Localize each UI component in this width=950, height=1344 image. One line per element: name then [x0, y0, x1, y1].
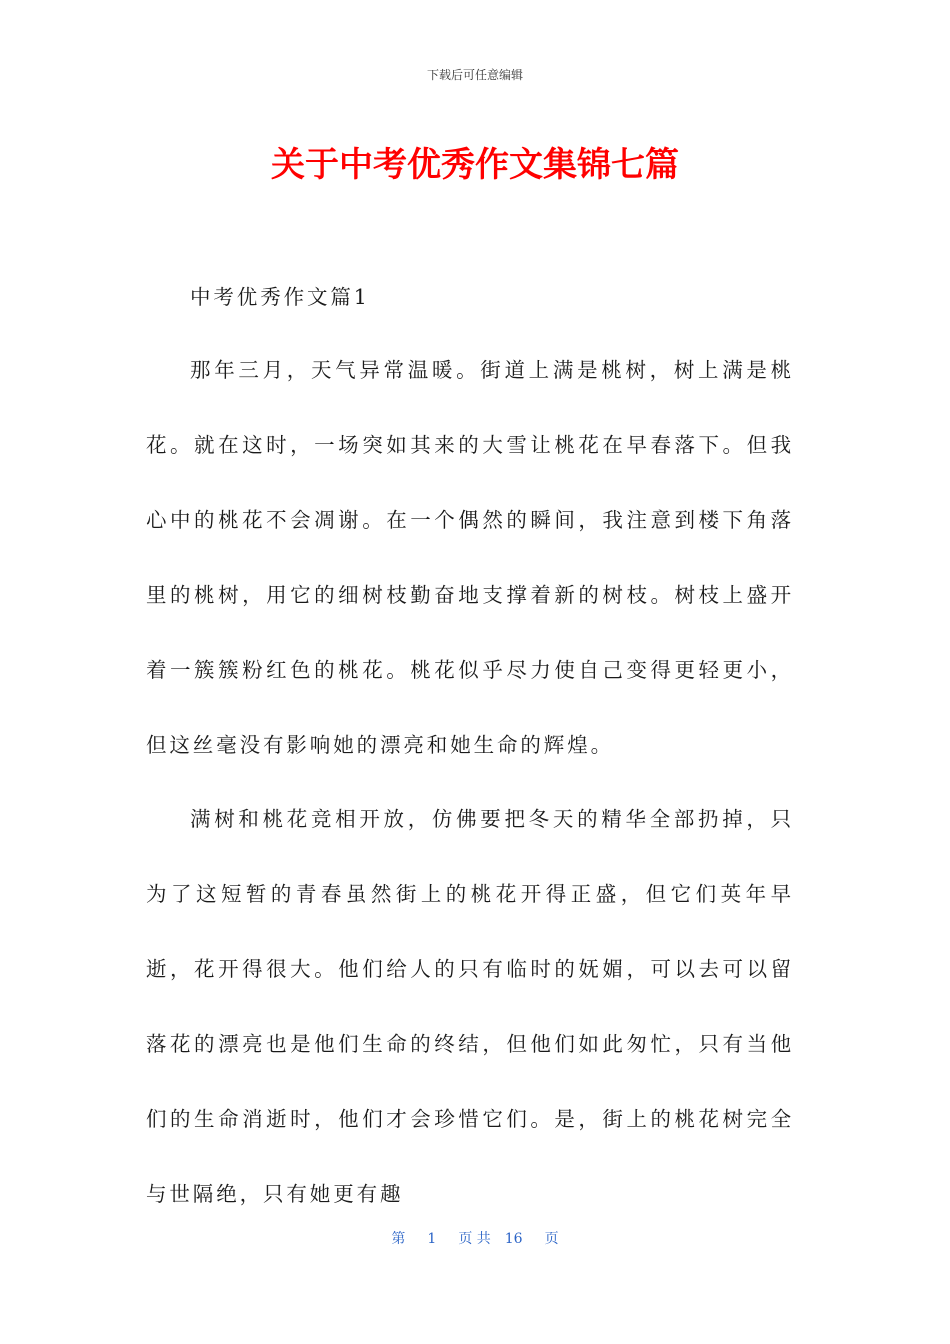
- paragraph-1: 那年三月，天气异常温暖。街道上满是桃树，树上满是桃花。就在这时，一场突如其来的大雪让桃花在早春落下。但我心中的桃花不会凋谢。在一个偶然的瞬间，我注意到楼下角落里的桃树，用它的细树枝勤奋地支撑着新的树枝。树枝上盛开着一簇簇粉红色的桃花。桃花似乎尽力使自己变得更轻更小，但这丝毫没有影响她的漂亮和她生命的辉煌。: [146, 358, 794, 757]
- header-note: 下载后可任意编辑: [426, 68, 523, 82]
- footer-middle: 页 共: [458, 1231, 491, 1247]
- section-heading: 中考优秀作文篇1: [190, 285, 370, 309]
- paragraph-2: 满树和桃花竞相开放，仿佛要把冬天的精华全部扔掉，只为了这短暂的青春虽然街上的桃花开得正盛，但它们英年早逝，花开得很大。他们给人的只有临时的妩媚，可以去可以留落花的漂亮也是他们生命的终结，但他们如此匆忙，只有当他们的生命消逝时，他们才会珍惜它们。是，街上的桃花树完全与世隔绝，只有她更有趣: [146, 807, 794, 1206]
- document-title: 关于中考优秀作文集锦七篇: [271, 145, 679, 185]
- footer-suffix: 页: [544, 1231, 559, 1247]
- footer-total-pages: 16: [504, 1231, 523, 1247]
- footer-current-page: 1: [427, 1231, 437, 1247]
- page-footer: [0, 1228, 950, 1250]
- footer-prefix: 第: [391, 1231, 406, 1247]
